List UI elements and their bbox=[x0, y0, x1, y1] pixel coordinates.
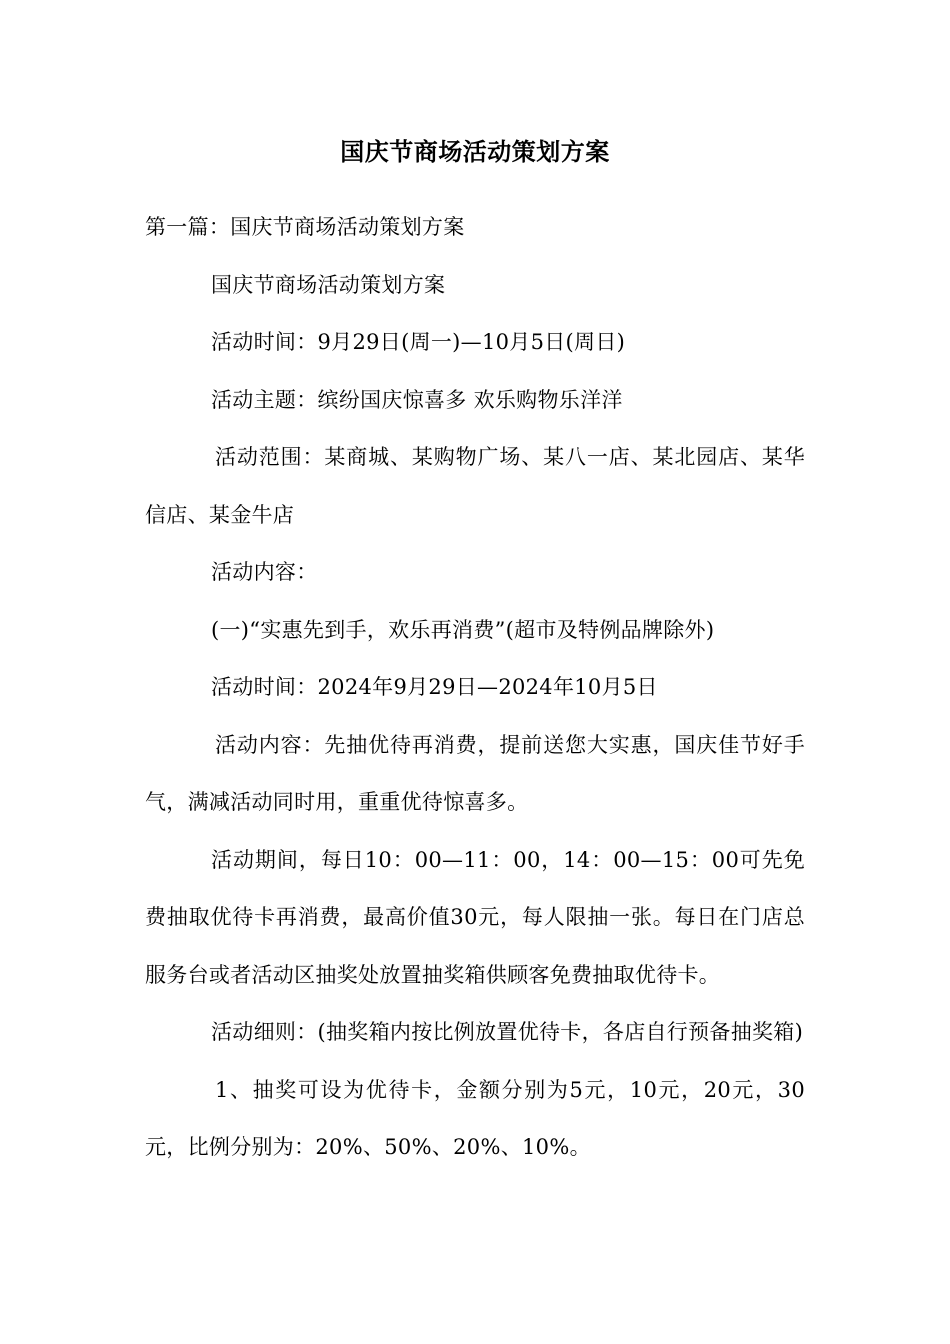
paragraph-section-heading: 第一篇：国庆节商场活动策划方案 bbox=[145, 215, 465, 239]
paragraph-event-scope: 活动范围：某商城、某购物广场、某八一店、某北园店、某华信店、某金牛店 bbox=[145, 445, 805, 527]
paragraph-section-one-time: 活动时间：2024年9月29日—2024年10月5日 bbox=[211, 675, 658, 699]
paragraph-event-theme: 活动主题：缤纷国庆惊喜多 欢乐购物乐洋洋 bbox=[211, 387, 623, 412]
paragraph-subtitle: 国庆节商场活动策划方案 bbox=[211, 272, 446, 297]
paragraph-rule-one: 1、抽奖可设为优待卡，金额分别为5元，10元，20元，30元，比例分别为：20%、50%、20%、10%。 bbox=[145, 1077, 805, 1159]
paragraph-section-one-content: 活动内容：先抽优待再消费，提前送您大实惠，国庆佳节好手气，满减活动同时用，重重优待惊喜多。 bbox=[145, 732, 805, 814]
paragraph-event-time: 活动时间：9月29日(周一)—10月5日(周日) bbox=[211, 330, 626, 354]
paragraph-event-period: 活动期间，每日10：00—11：00，14：00—15：00可先免费抽取优待卡再消费，最高价值30元，每人限抽一张。每日在门店总服务台或者活动区抽奖处放置抽奖箱供顾客免费抽取优待卡。 bbox=[145, 847, 805, 987]
paragraph-event-rules: 活动细则：(抽奖箱内按比例放置优待卡，各店自行预备抽奖箱) bbox=[211, 1020, 804, 1044]
document-title: 国庆节商场活动策划方案 bbox=[340, 137, 610, 166]
paragraph-event-content-label: 活动内容： bbox=[211, 560, 318, 584]
document-body bbox=[145, 199, 805, 1177]
paragraph-section-one: (一)“实惠先到手，欢乐再消费”(超市及特例品牌除外) bbox=[211, 617, 715, 642]
